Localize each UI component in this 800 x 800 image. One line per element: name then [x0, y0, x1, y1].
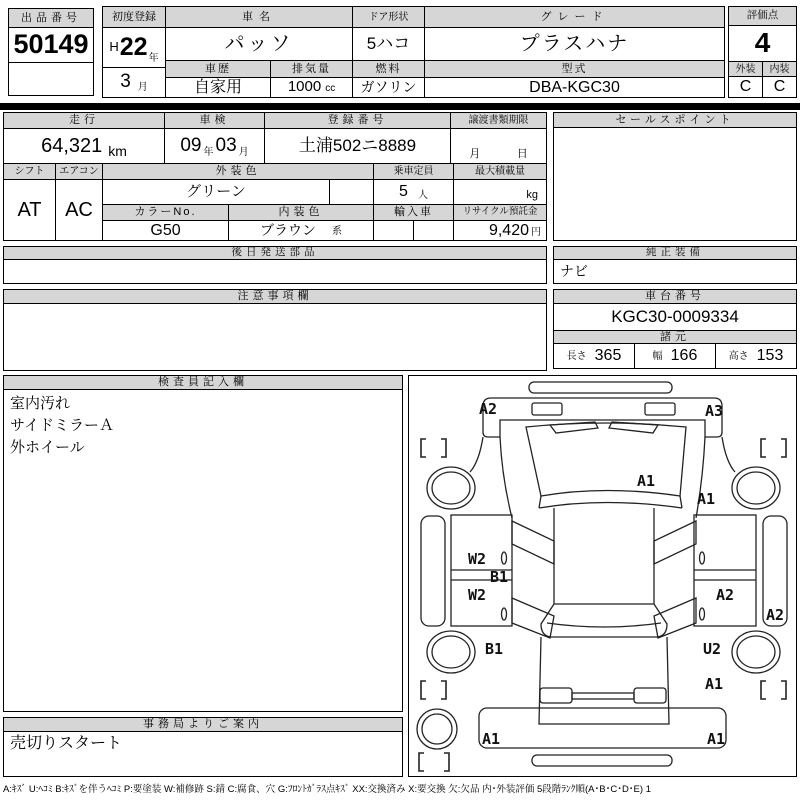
inspector-line: サイドミラーＡ — [10, 416, 114, 434]
windshield-shape — [526, 423, 686, 496]
mileage-value: 64,321 km — [3, 128, 165, 164]
sales-point-label: セールスポイント — [553, 112, 797, 128]
damage-label-A2: A2 — [765, 606, 785, 624]
grade-label: グレード — [424, 6, 725, 28]
chassis-number: KGC30-0009334 — [553, 303, 797, 331]
alignment-brackets — [419, 439, 786, 771]
score-label: 評価点 — [728, 6, 797, 26]
history-label: 車歴 — [165, 60, 271, 78]
sales-point-box — [553, 127, 797, 241]
color-no-value: G50 — [102, 220, 229, 241]
aircon-label: エアコン — [55, 163, 103, 180]
cowl-shape — [539, 496, 682, 508]
ext-color-label: 外装色 — [102, 163, 374, 180]
transfer-label: 譲渡書類期限 — [450, 112, 547, 129]
later-parts-box — [3, 259, 547, 284]
int-color-value: ブラウン 系 — [228, 220, 374, 241]
later-parts-label: 後日発送部品 — [3, 246, 547, 260]
exterior-grade: C — [728, 76, 763, 98]
auction-no-value: 50149 — [8, 27, 94, 63]
door-value: 5ハコ — [352, 27, 425, 61]
door-handle-icon — [502, 608, 507, 620]
inspector-line: 室内汚れ — [10, 395, 71, 412]
reg-no-label: 登録番号 — [264, 112, 451, 129]
spec-height: 高さ 153 — [715, 343, 797, 369]
wheel-rear-left — [427, 631, 475, 673]
plate-left-shape — [540, 688, 572, 703]
int-color-label: 内装色 — [228, 204, 374, 221]
import-label: 輸入車 — [373, 204, 454, 221]
a-pillar-right-shape — [654, 521, 696, 564]
inspector-line: 外ホイール — [10, 438, 85, 456]
damage-label-W2: W2 — [467, 586, 487, 604]
oem-equipment-box: ナビ — [553, 259, 797, 284]
fender-left-lines — [470, 437, 512, 518]
office-label: 事務局よりご案内 — [3, 717, 403, 732]
headlight-left-shape — [532, 403, 562, 415]
import-empty-1 — [373, 220, 414, 241]
max-load-value: kg — [453, 179, 547, 205]
reg-no-value: 土浦502ニ8889 — [264, 128, 451, 164]
recycle-label: リサイクル預託金 — [453, 204, 547, 221]
model-value: DBA-KGC30 — [424, 77, 725, 98]
tailgate-shape — [539, 637, 669, 724]
car-name-label: 車名 — [165, 6, 353, 28]
a-pillar-left-shape — [512, 521, 554, 564]
rear-lower-strip-shape — [532, 755, 672, 766]
damage-label-W2: W2 — [467, 550, 487, 568]
first-reg-label: 初度登録 — [102, 6, 166, 28]
damage-label-A1: A1 — [636, 472, 656, 490]
damage-label-A2: A2 — [715, 586, 735, 604]
wheel-rear-right — [732, 631, 780, 673]
wheel-front-left — [427, 467, 475, 509]
score-value: 4 — [728, 25, 797, 62]
front-bumper-shape — [529, 382, 672, 393]
first-reg-year: H 22 年 — [102, 27, 166, 68]
damage-label-U2: U2 — [702, 640, 722, 658]
auction-no-empty — [8, 62, 94, 96]
spare-wheel — [417, 709, 457, 749]
capacity-value: 5 人 — [373, 179, 454, 205]
specs-label: 諸元 — [553, 330, 797, 344]
displacement-value: 1000 cc — [270, 77, 353, 98]
door-handle-icon — [700, 552, 705, 564]
fuel-value: ガソリン — [352, 77, 425, 98]
spec-width: 幅 166 — [634, 343, 716, 369]
first-reg-month: 3 月 — [102, 67, 166, 98]
spec-length: 長さ 365 — [553, 343, 635, 369]
inspector-box — [3, 389, 403, 712]
headlight-right-shape — [645, 403, 675, 415]
damage-label-A1: A1 — [696, 490, 716, 508]
roof-shape — [554, 508, 654, 604]
transfer-value: 月 日 — [450, 128, 547, 164]
door-label: ドア形状 — [352, 6, 425, 28]
notes-label: 注意事項欄 — [3, 289, 547, 304]
interior-grade: C — [762, 76, 797, 98]
damage-labels — [468, 400, 784, 748]
damage-label-A1: A1 — [706, 730, 726, 748]
door-handle-icon — [700, 608, 705, 620]
rear-window-shape — [541, 604, 667, 637]
oem-equipment-label: 純正装備 — [553, 246, 797, 260]
damage-label-B1: B1 — [484, 640, 504, 658]
car-name-value: パッソ — [165, 27, 353, 61]
office-box: 売切りスタート — [3, 731, 403, 777]
mileage-label: 走行 — [3, 112, 165, 129]
plate-bar-shape — [572, 693, 634, 699]
aircon-value: AC — [55, 179, 103, 241]
shift-value: AT — [3, 179, 56, 241]
ext-color-value: グリーン — [102, 179, 330, 205]
inspector-label: 検査員記入欄 — [3, 375, 403, 390]
damage-label-B1: B1 — [489, 568, 509, 586]
rear-window-inner-line — [547, 623, 661, 627]
rear-bumper-shape — [479, 708, 726, 748]
shift-label: シフト — [3, 163, 56, 180]
damage-diagram — [408, 375, 797, 777]
model-label: 型式 — [424, 60, 725, 78]
car-top-view-diagram — [409, 376, 796, 776]
chassis-label: 車台番号 — [553, 289, 797, 304]
shaken-value: 09 年 03 月 — [164, 128, 265, 164]
c-pillar-right-shape — [654, 598, 696, 638]
c-pillar-left-shape — [512, 598, 554, 638]
auction-no-label: 出品番号 — [8, 8, 94, 28]
notes-box — [3, 303, 547, 371]
grade-value: プラスハナ — [424, 27, 725, 61]
damage-label-A3: A3 — [704, 402, 724, 420]
exterior-label: 外装 — [728, 61, 763, 77]
fuel-label: 燃料 — [352, 60, 425, 78]
history-value: 自家用 — [165, 77, 271, 98]
capacity-label: 乗車定員 — [373, 163, 454, 180]
import-empty-2 — [413, 220, 454, 241]
door-handle-icon — [502, 552, 507, 564]
recycle-value: 9,420 円 — [453, 220, 547, 241]
damage-label-A1: A1 — [481, 730, 501, 748]
wheel-front-right — [732, 467, 780, 509]
sill-left-shape — [421, 516, 445, 626]
interior-label: 内装 — [762, 61, 797, 77]
section-divider-bar — [0, 103, 800, 110]
damage-label-A2: A2 — [478, 400, 498, 418]
legend-text: A:ｷｽﾞ U:ﾍｺﾐ B:ｷｽﾞを伴うﾍｺﾐ P:要塗装 W:補修跡 S:錆 C:腐食、穴 G:ﾌﾛﾝﾄｶﾞﾗｽ点ｷｽﾞ XX:交換済み X:要交換 欠:欠品 内･外装評価 5段階ﾗﾝｸ順(A･B･C･D･E) 1 — [3, 784, 651, 795]
color-no-label: カラーNo. — [102, 204, 229, 221]
displacement-label: 排気量 — [270, 60, 353, 78]
shaken-label: 車検 — [164, 112, 265, 129]
first-reg-era: H — [109, 39, 119, 55]
ext-color-empty — [329, 179, 374, 205]
max-load-label: 最大積載量 — [453, 163, 547, 180]
b-pillar-right-line — [694, 570, 756, 580]
damage-label-A1: A1 — [704, 675, 724, 693]
plate-right-shape — [634, 688, 666, 703]
